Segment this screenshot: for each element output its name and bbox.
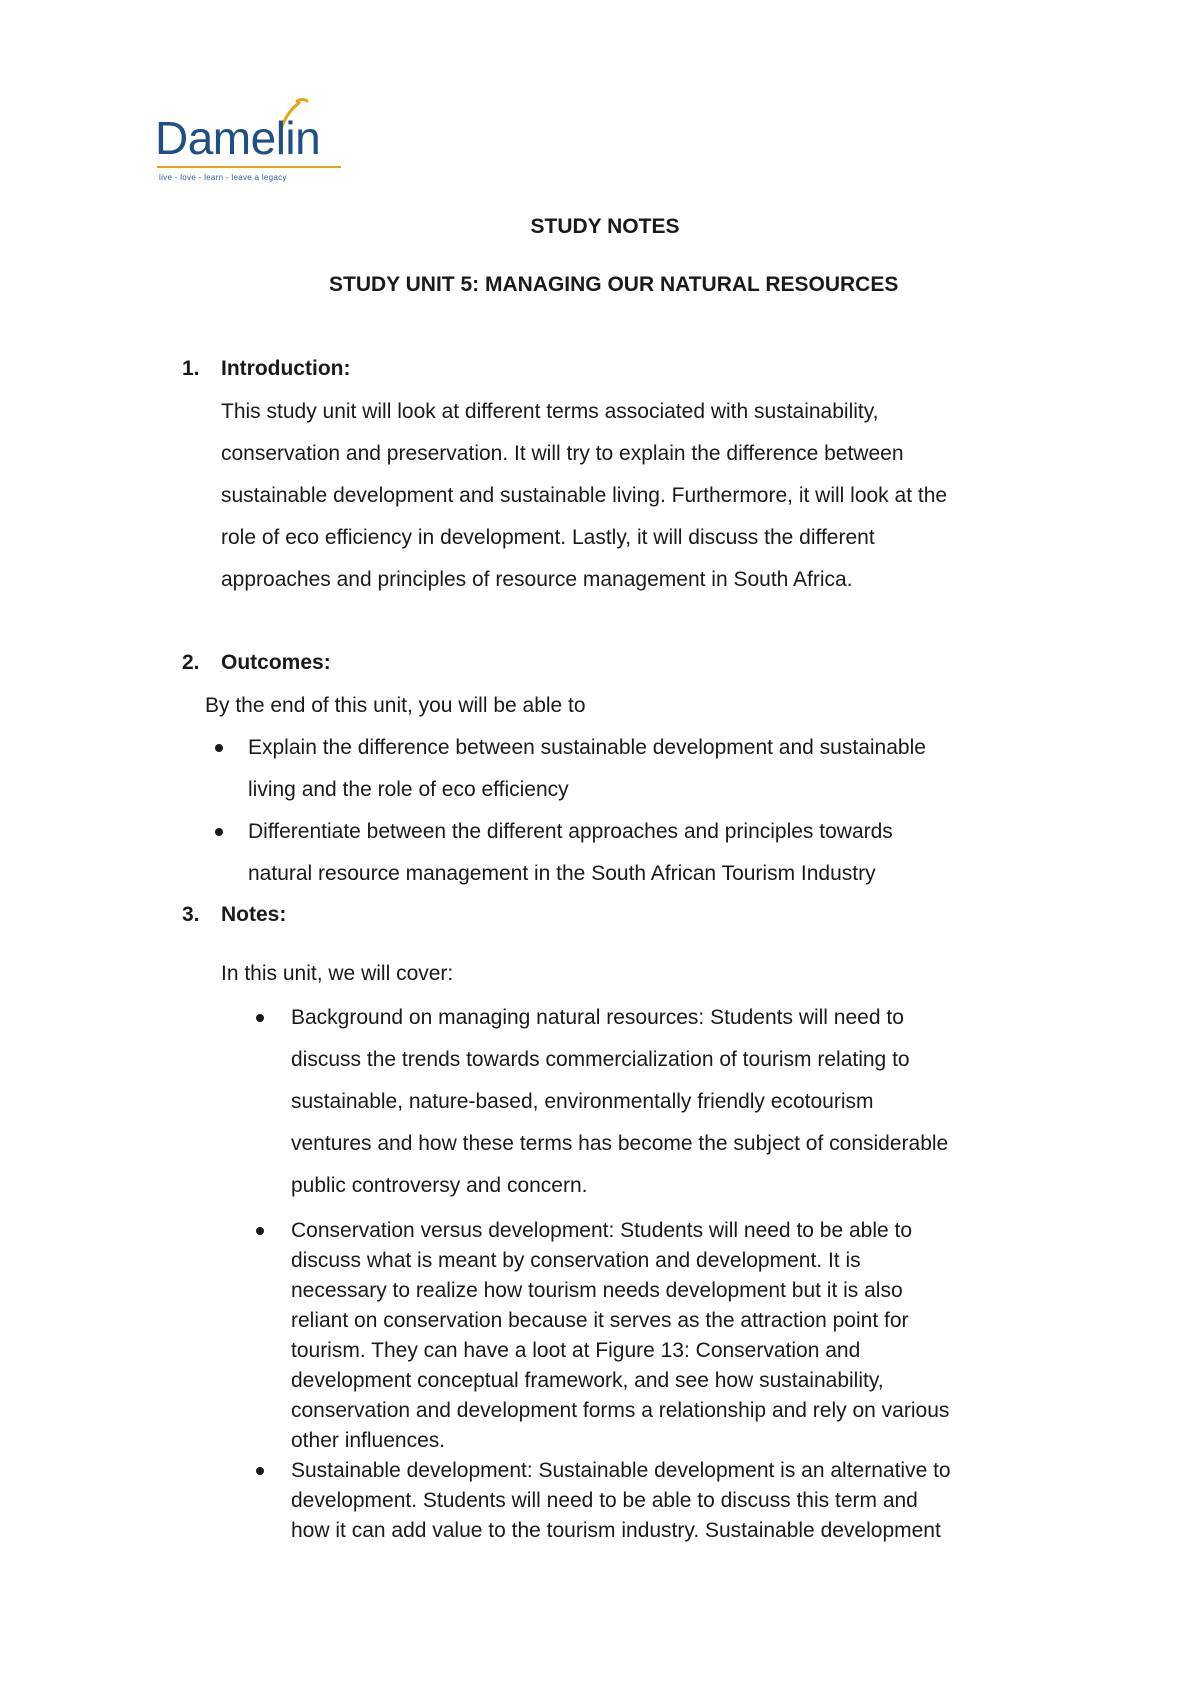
section-number: 2.	[182, 651, 200, 674]
logo-tagline: live - love - learn - leave a legacy	[159, 173, 287, 182]
list-item-line: reliant on conservation because it serves as the attraction point for	[291, 1309, 909, 1332]
list-item-line: development conceptual framework, and see how sustainability,	[291, 1369, 884, 1392]
logo-wordmark: Damelin	[155, 112, 321, 164]
damelin-logo	[155, 95, 345, 190]
section-number: 3.	[182, 903, 200, 926]
list-item-line: other influences.	[291, 1429, 446, 1452]
section-title: Introduction:	[221, 357, 351, 380]
list-item-line: conservation and development forms a relationship and rely on various	[291, 1399, 950, 1422]
section-title: Notes:	[221, 903, 287, 926]
list-item-line: living and the role of eco efficiency	[248, 778, 569, 801]
section-number: 1.	[182, 357, 200, 380]
list-item-line: sustainable, nature-based, environmentally friendly ecotourism	[291, 1090, 874, 1113]
bullet-icon	[256, 1227, 264, 1235]
section-title: Outcomes:	[221, 651, 331, 674]
list-item-line: discuss the trends towards commercialization of tourism relating to	[291, 1048, 910, 1071]
paragraph-line: This study unit will look at different terms associated with sustainability,	[221, 400, 879, 423]
list-item	[208, 811, 926, 895]
list-item-line: necessary to realize how tourism needs development but it is also	[291, 1279, 903, 1302]
list-item	[251, 1216, 949, 1456]
bullet-icon	[256, 1014, 264, 1022]
page-title: STUDY NOTES	[530, 215, 680, 238]
bullet-icon	[256, 1467, 264, 1475]
bullet-icon	[215, 828, 223, 836]
page-subtitle: STUDY UNIT 5: MANAGING OUR NATURAL RESOURCES	[329, 273, 899, 296]
list-item	[208, 727, 926, 811]
list-item-line: Conservation versus development: Students will need to be able to	[291, 1219, 913, 1242]
list-item-line: Differentiate between the different approaches and principles towards	[248, 820, 893, 843]
list-item-line: Background on managing natural resources: Students will need to	[291, 1006, 904, 1029]
list-item-line: ventures and how these terms has become the subject of considerable	[291, 1132, 949, 1155]
list-item-line: development. Students will need to be able to discuss this term and	[291, 1489, 918, 1512]
paragraph-line: role of eco efficiency in development. Lastly, it will discuss the different	[221, 526, 875, 549]
outcomes-list	[208, 727, 926, 895]
list-item	[251, 1456, 951, 1546]
introduction-paragraph	[221, 391, 947, 601]
notes-lead: In this unit, we will cover:	[221, 962, 454, 985]
list-item-line: discuss what is meant by conservation and development. It is	[291, 1249, 861, 1272]
bullet-icon	[215, 744, 223, 752]
list-item-line: Sustainable development: Sustainable development is an alternative to	[291, 1459, 951, 1482]
list-item-line: Explain the difference between sustainable development and sustainable	[248, 736, 926, 759]
paragraph-line: conservation and preservation. It will try to explain the difference between	[221, 442, 904, 465]
list-item-line: public controversy and concern.	[291, 1174, 588, 1197]
outcomes-lead: By the end of this unit, you will be able to	[205, 694, 586, 717]
list-item-line: natural resource management in the South African Tourism Industry	[248, 862, 876, 885]
list-item	[251, 997, 948, 1207]
list-item-line: how it can add value to the tourism industry. Sustainable development	[291, 1519, 941, 1542]
logo-divider	[157, 166, 341, 168]
list-item-line: tourism. They can have a loot at Figure 13: Conservation and	[291, 1339, 861, 1362]
paragraph-line: approaches and principles of resource management in South Africa.	[221, 568, 853, 591]
paragraph-line: sustainable development and sustainable living. Furthermore, it will look at the	[221, 484, 948, 507]
